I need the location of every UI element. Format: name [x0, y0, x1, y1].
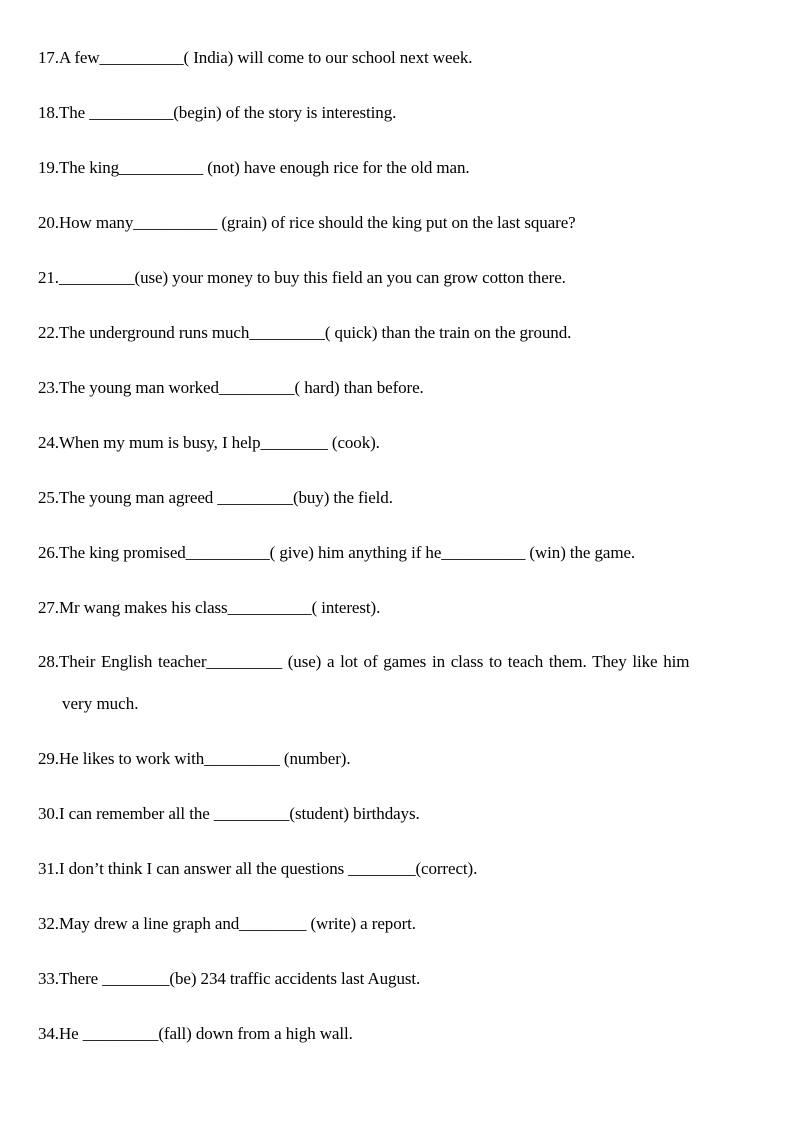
question-28: 28.Their English teacher_________ (use) a lot of games in class to teach them. They like him — [38, 652, 690, 671]
question-24: 24.When my mum is busy, I help________ (cook). — [38, 433, 380, 452]
question-23: 23.The young man worked_________( hard) than before. — [38, 378, 424, 397]
question-30: 30.I can remember all the _________(student) birthdays. — [38, 804, 420, 823]
question-25: 25.The young man agreed _________(buy) the field. — [38, 488, 393, 507]
question-32: 32.May drew a line graph and________ (write) a report. — [38, 914, 416, 933]
question-17: 17.A few__________( India) will come to our school next week. — [38, 48, 473, 67]
question-20: 20.How many__________ (grain) of rice should the king put on the last square? — [38, 213, 576, 232]
question-33: 33.There ________(be) 234 traffic accidents last August. — [38, 969, 421, 988]
question-19: 19.The king__________ (not) have enough rice for the old man. — [38, 158, 470, 177]
question-34: 34.He _________(fall) down from a high wall. — [38, 1024, 353, 1043]
question-27: 27.Mr wang makes his class__________( interest). — [38, 598, 381, 617]
question-29: 29.He likes to work with_________ (number). — [38, 749, 351, 768]
question-18: 18.The __________(begin) of the story is interesting. — [38, 103, 397, 122]
question-31: 31.I don’t think I can answer all the questions ________(correct). — [38, 859, 478, 878]
question-21: 21._________(use) your money to buy this field an you can grow cotton there. — [38, 268, 566, 287]
question-28-continuation: very much. — [62, 694, 139, 713]
question-22: 22.The underground runs much_________( quick) than the train on the ground. — [38, 323, 572, 342]
question-26: 26.The king promised__________( give) him anything if he__________ (win) the game. — [38, 543, 636, 562]
